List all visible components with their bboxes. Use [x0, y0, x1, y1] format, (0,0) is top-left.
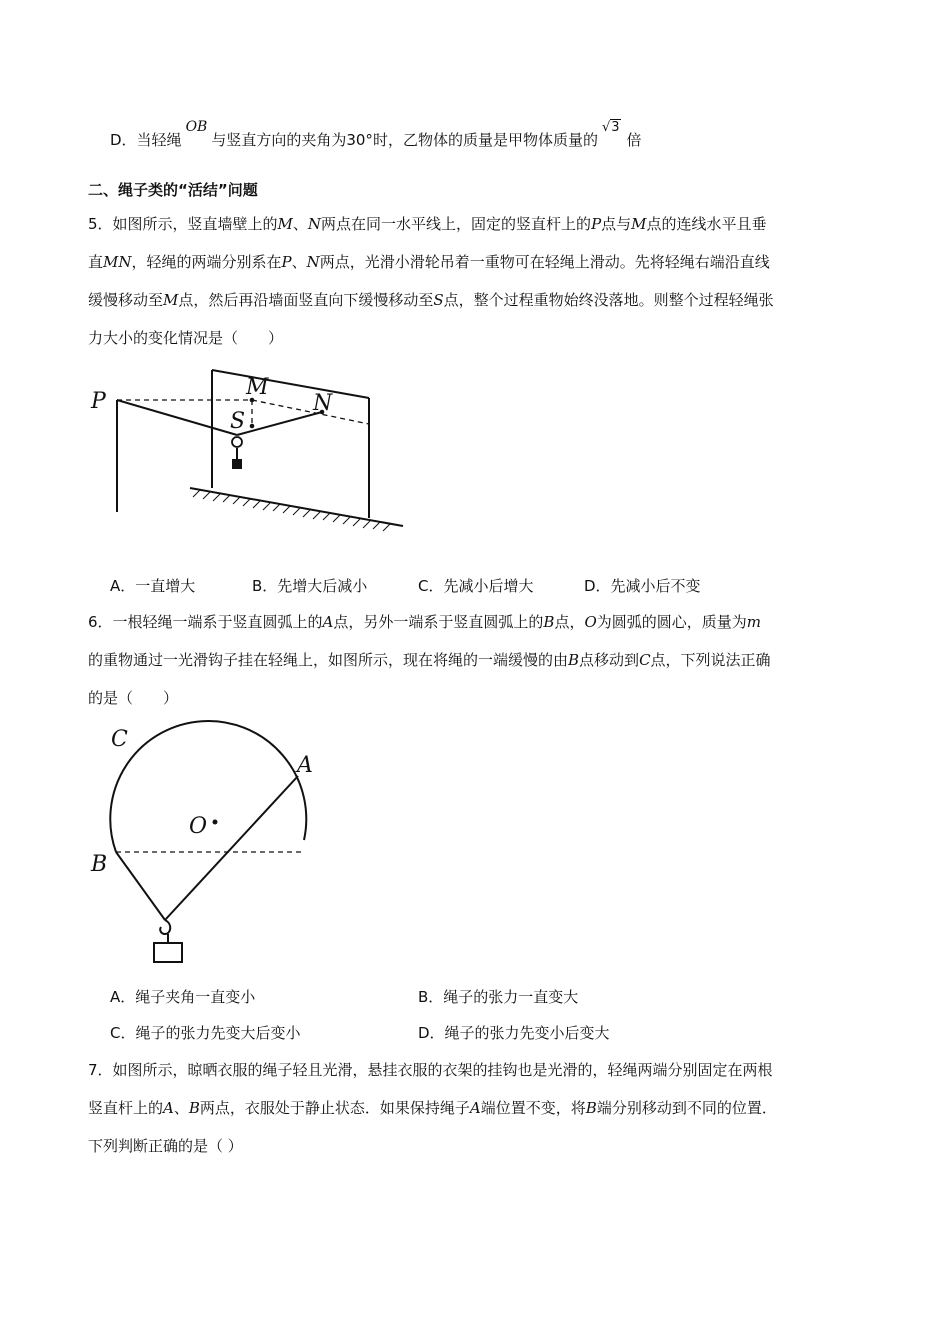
q7-line-3: 下列判断正确的是（ ） — [88, 1137, 243, 1155]
section-title: 二、绳子类的“活结”问题 — [88, 181, 258, 199]
q5-line-4: 力大小的变化情况是（ ） — [88, 329, 284, 347]
q7-line-2: 竖直杆上的A、B两点，衣服处于静止状态．如果保持绳子A端位置不变，将B端分别移动到不同的位置． — [88, 1099, 777, 1117]
angle-value: 30° — [346, 131, 373, 149]
label-B: B — [91, 852, 108, 877]
label-A: A — [297, 753, 313, 778]
q6-option-b: B．绳子的张力一直变大 — [418, 988, 579, 1006]
label-N: N — [313, 391, 333, 416]
q5-line-3: 缓慢移动至M点，然后再沿墙面竖直向下缓慢移动至S点，整个过程重物始终没落地。则整个过程轻绳张 — [88, 291, 774, 309]
q5-line-2: 直MN，轻绳的两端分别系在P、N两点，光滑小滑轮吊着一重物可在轻绳上滑动。先将轻绳右端沿直线 — [88, 253, 770, 271]
label-P: P — [91, 389, 106, 414]
q6-line-1: 6．一根轻绳一端系于竖直圆弧上的A点，另外一端系于竖直圆弧上的B点，O为圆弧的圆心，质量为m — [88, 613, 762, 631]
q6-line-3: 的是（ ） — [88, 689, 179, 707]
q6-line-2: 的重物通过一光滑钩子挂在轻绳上，如图所示，现在将绳的一端缓慢的由B点移动到C点，下列说法正确 — [88, 651, 771, 669]
q6-figure — [85, 720, 325, 970]
q7-line-1: 7．如图所示，晾晒衣服的绳子轻且光滑，悬挂衣服的衣架的挂钩也是光滑的，轻绳两端分别固定在两根 — [88, 1061, 773, 1079]
q5-option-b: B．先增大后减小 — [252, 577, 368, 595]
sqrt-three: √3 — [601, 120, 620, 135]
label-S: S — [230, 409, 246, 434]
q5-line-1: 5．如图所示，竖直墙壁上的M、N两点在同一水平线上，固定的竖直杆上的P点与M点的连线水平且垂 — [88, 215, 767, 233]
q4-option-d: D．当轻绳OB与竖直方向的夹角为30°时，乙物体的质量是甲物体质量的√3倍 — [110, 119, 642, 149]
ob-label: OB — [185, 119, 208, 135]
q6-option-d: D．绳子的张力先变小后变大 — [418, 1024, 610, 1042]
q5-figure — [85, 360, 415, 535]
label-C: C — [111, 727, 128, 752]
label-M: M — [246, 375, 269, 400]
q5-option-a: A．一直增大 — [110, 577, 196, 595]
q5-option-d: D．先减小后不变 — [584, 577, 701, 595]
q5-option-c: C．先减小后增大 — [418, 577, 534, 595]
q6-option-a: A．绳子夹角一直变小 — [110, 988, 256, 1006]
q6-option-c: C．绳子的张力先变大后变小 — [110, 1024, 301, 1042]
label-O: O — [189, 814, 208, 839]
